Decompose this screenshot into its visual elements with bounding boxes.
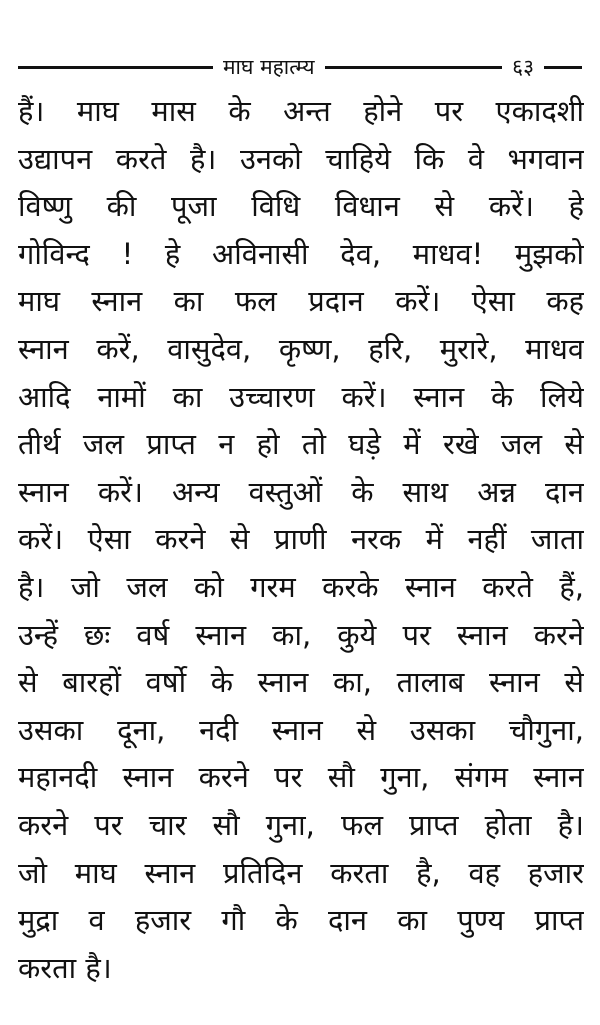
text-line: करने पर चार सौ गुना, फल प्राप्त होता है। (18, 807, 584, 842)
header-rule-middle (325, 66, 503, 69)
text-line: स्नान करें। अन्य वस्तुओं के साथ अन्न दान (18, 474, 584, 509)
text-line: से बारहों वर्षो के स्नान का, तालाब स्नान से (18, 665, 584, 700)
text-line: विष्णु की पूजा विधि विधान से करें। हे (18, 189, 584, 224)
text-line: मुद्रा व हजार गौ के दान का पुण्य प्राप्त (18, 903, 584, 938)
text-line: माघ स्नान का फल प्रदान करें। ऐसा कह (18, 284, 584, 319)
header-title: माघ महात्म्य (223, 55, 315, 79)
text-line: उन्हें छः वर्ष स्नान का, कुये पर स्नान करने (18, 617, 584, 652)
text-line: करें। ऐसा करने से प्राणी नरक में नहीं जाता (18, 522, 584, 557)
text-line: स्नान करें, वासुदेव, कृष्ण, हरि, मुरारे, माधव (18, 331, 584, 366)
text-line: उद्यापन करते है। उनको चाहिये कि वे भगवान (18, 141, 584, 176)
text-line: करता है। (18, 950, 112, 985)
body-text (18, 88, 584, 992)
header-rule-right (544, 66, 582, 69)
text-line: है। जो जल को गरम करके स्नान करते हैं, (18, 569, 584, 604)
text-line: उसका दूना, नदी स्नान से उसका चौगुना, (18, 712, 584, 747)
text-line: आदि नामों का उच्चारण करें। स्नान के लिये (18, 379, 584, 414)
text-line: महानदी स्नान करने पर सौ गुना, संगम स्नान (18, 760, 584, 795)
text-line: गोविन्द ! हे अविनासी देव, माधव! मुझको (18, 236, 584, 271)
text-line: हैं। माघ मास के अन्त होने पर एकादशी (18, 94, 584, 128)
text-line: तीर्थ जल प्राप्त न हो तो घड़े में रखे जल से (18, 427, 584, 462)
page-number: ६३ (512, 55, 534, 79)
running-header (18, 52, 582, 82)
header-rule-left (18, 66, 213, 69)
text-line: जो माघ स्नान प्रतिदिन करता है, वह हजार (18, 855, 584, 890)
